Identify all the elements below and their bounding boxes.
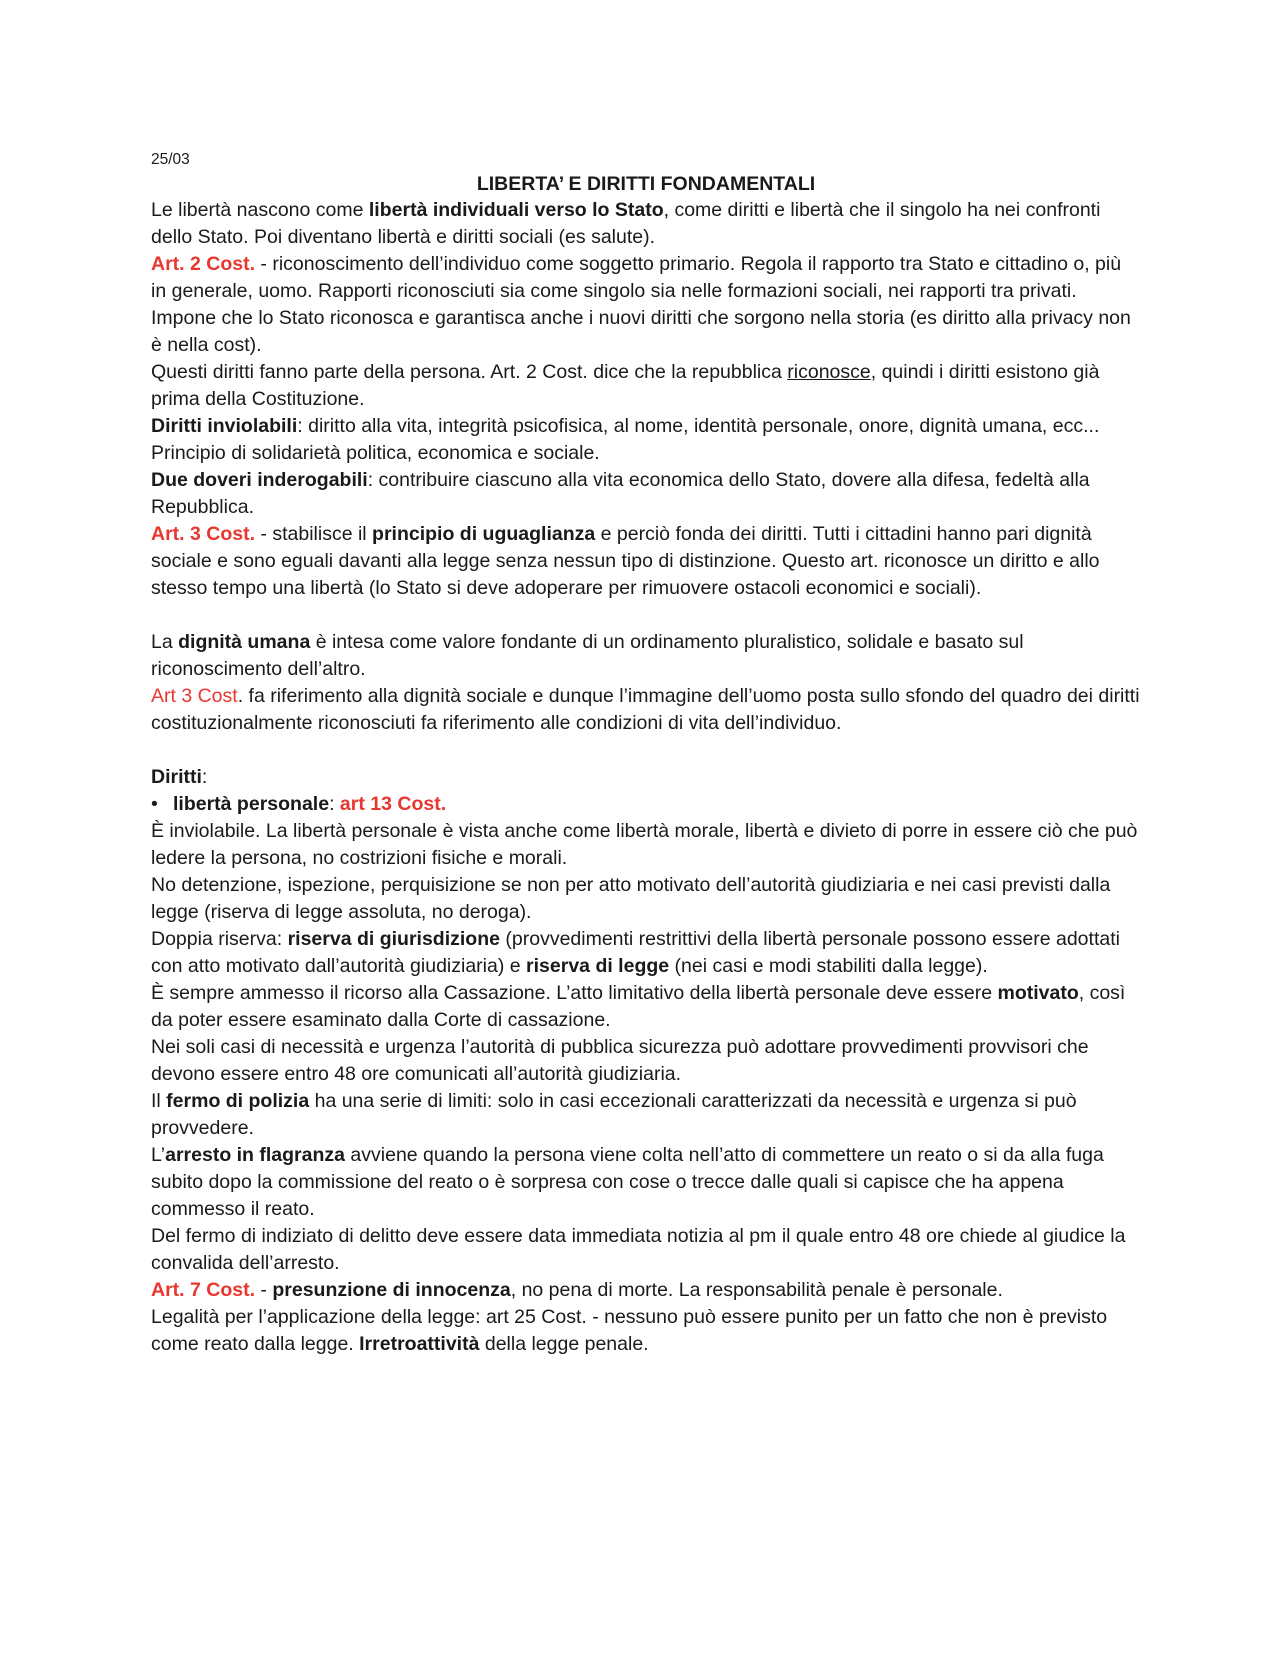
text-segment-plain: ha una serie di limiti: solo in casi eccezionali caratterizzati da necessità e urgenza si può provvedere. <box>151 1090 1077 1139</box>
paragraph <box>151 1304 1141 1358</box>
text-segment-bold: dignità umana <box>178 631 311 653</box>
paragraph <box>151 1223 1141 1277</box>
text-segment-bold: principio di uguaglianza <box>372 523 596 545</box>
text-segment-plain: : contribuire ciascuno alla vita economica dello Stato, dovere alla difesa, fedeltà alla Repubblica. <box>151 469 1090 518</box>
text-segment-bold: Irretroattività <box>359 1333 480 1355</box>
text-segment-red: Art 3 Cost <box>151 685 238 707</box>
paragraph <box>151 1034 1141 1088</box>
text-segment-plain: È inviolabile. La libertà personale è vista anche come libertà morale, libertà e divieto di porre in essere ciò che può ledere la persona, no costrizioni fisiche e morali. <box>151 820 1138 869</box>
paragraph <box>151 818 1141 872</box>
text-segment-plain: , no pena di morte. La responsabilità penale è personale. <box>510 1279 1003 1301</box>
text-segment-plain: Le libertà nascono come <box>151 199 369 221</box>
text-segment-plain: Il <box>151 1090 167 1112</box>
blank-line <box>151 737 1141 764</box>
text-segment-plain: - riconoscimento dell’individuo come soggetto primario. Regola il rapporto tra Stato e cittadino o, più in generale, uomo. Rapporti riconosciuti sia come singolo sia nelle formazioni sociali, nei rapporti tra privati. Impone che lo Stato riconosca e garantisca anche i nuovi diritti che sorgono nella storia (es diritto alla privacy non è nella cost). <box>151 253 1131 356</box>
paragraph <box>151 197 1141 251</box>
text-segment-redbold: Art. 2 Cost. <box>151 253 256 275</box>
text-segment-plain: avviene quando la persona viene colta nell’atto di commettere un reato o si da alla fuga subito dopo la commissione del reato o è sorpresa con cose o trecce dalle quali si capisce che ha appena commesso il reato. <box>151 1144 1104 1220</box>
text-segment-plain: (nei casi e modi stabiliti dalla legge). <box>669 955 988 977</box>
text-segment-plain: è intesa come valore fondante di un ordinamento pluralistico, solidale e basato sul riconoscimento dell’altro. <box>151 631 1024 680</box>
text-segment-plain: Doppia riserva: <box>151 928 288 950</box>
text-segment-redbold: Art. 7 Cost. <box>151 1279 256 1301</box>
text-segment-plain: . fa riferimento alla dignità sociale e dunque l’immagine dell’uomo posta sullo sfondo del quadro dei diritti costituzionalmente riconosciuti fa riferimento alle condizioni di vita dell’individuo. <box>151 685 1140 734</box>
paragraph <box>151 629 1141 683</box>
text-segment-plain: Del fermo di indiziato di delitto deve essere data immediata notizia al pm il quale entro 48 ore chiede al giudice la convalida dell’arresto. <box>151 1225 1126 1274</box>
date-label: 25/03 <box>151 151 190 168</box>
document-body <box>151 197 1141 1358</box>
paragraph <box>151 359 1141 413</box>
text-segment-plain: È sempre ammesso il ricorso alla Cassazione. L’atto limitativo della libertà personale deve essere <box>151 982 998 1004</box>
paragraph <box>151 980 1141 1034</box>
text-segment-bold: riserva di legge <box>526 955 670 977</box>
text-segment-plain: Principio di solidarietà politica, economica e sociale. <box>151 442 600 464</box>
text-segment-plain: della legge penale. <box>479 1333 649 1355</box>
text-segment-plain: e perciò fonda dei diritti. Tutti i cittadini hanno pari dignità sociale e sono eguali davanti alla legge senza nessun tipo di distinzione. Questo art. riconosce un diritto e allo stesso tempo una libertà (lo Stato si deve adoperare per rimuovere ostacoli economici e sociali). <box>151 523 1100 599</box>
bullet-marker: • <box>151 793 158 815</box>
text-segment-bold: arresto in flagranza <box>165 1144 345 1166</box>
paragraph <box>151 926 1141 980</box>
text-segment-plain: , così da poter essere esaminato dalla Corte di cassazione. <box>151 982 1126 1031</box>
text-segment-plain: , come diritti e libertà che il singolo ha nei confronti dello Stato. Poi diventano libertà e diritti sociali (es salute). <box>151 199 1101 248</box>
paragraph <box>151 1142 1141 1223</box>
paragraph <box>151 683 1141 737</box>
document-page <box>151 150 1141 1358</box>
paragraph <box>151 467 1141 521</box>
paragraph <box>151 251 1141 359</box>
text-segment-bold: Due doveri inderogabili <box>151 469 368 491</box>
text-segment-bold: Diritti inviolabili <box>151 415 298 437</box>
paragraph <box>151 872 1141 926</box>
text-segment-plain: : <box>329 793 340 815</box>
text-segment-bold: Diritti <box>151 766 202 788</box>
bullet-item <box>151 791 1141 818</box>
text-segment-plain: L’ <box>151 1144 166 1166</box>
page-title: LIBERTA’ E DIRITTI FONDAMENTALI <box>476 173 816 195</box>
text-segment-redbold: Art. 3 Cost. <box>151 523 256 545</box>
text-segment-bold: presunzione di innocenza <box>272 1279 511 1301</box>
text-segment-underline: riconosce <box>787 361 871 383</box>
text-segment-plain: Questi diritti fanno parte della persona. Art. 2 Cost. dice che la repubblica <box>151 361 788 383</box>
text-segment-plain: - <box>255 1279 273 1301</box>
text-segment-bold: libertà individuali verso lo Stato <box>368 199 664 221</box>
text-segment-plain: No detenzione, ispezione, perquisizione se non per atto motivato dell’autorità giudiziaria e nei casi previsti dalla legge (riserva di legge assoluta, no deroga). <box>151 874 1111 923</box>
text-segment-bold: fermo di polizia <box>166 1090 310 1112</box>
text-segment-plain: : <box>201 766 208 788</box>
text-segment-bold: libertà personale <box>173 793 330 815</box>
paragraph <box>151 413 1141 440</box>
text-segment-plain: Nei soli casi di necessità e urgenza l’autorità di pubblica sicurezza può adottare provvedimenti provvisori che devono essere entro 48 ore comunicati all’autorità giudiziaria. <box>151 1036 1089 1085</box>
blank-line <box>151 602 1141 629</box>
text-segment-redbold: art 13 Cost. <box>339 793 447 815</box>
paragraph <box>151 764 1141 791</box>
text-segment-plain: Legalità per l’applicazione della legge: art 25 Cost. - nessuno può essere punito per un fatto che non è previsto come reato dalla legge. <box>151 1306 1108 1355</box>
text-segment-plain: (provvedimenti restrittivi della libertà personale possono essere adottati con atto motivato dall’autorità giudiziaria) e <box>151 928 1120 977</box>
text-segment-bold: motivato <box>997 982 1079 1004</box>
text-segment-bold: riserva di giurisdizione <box>287 928 500 950</box>
paragraph <box>151 1088 1141 1142</box>
text-segment-plain: - stabilisce il <box>255 523 373 545</box>
text-segment-plain: La <box>151 631 179 653</box>
paragraph <box>151 440 1141 467</box>
paragraph <box>151 521 1141 602</box>
text-segment-plain: : diritto alla vita, integrità psicofisica, al nome, identità personale, onore, dignità umana, ecc... <box>297 415 1100 437</box>
paragraph <box>151 1277 1141 1304</box>
text-segment-plain: , quindi i diritti esistono già prima della Costituzione. <box>151 361 1100 410</box>
